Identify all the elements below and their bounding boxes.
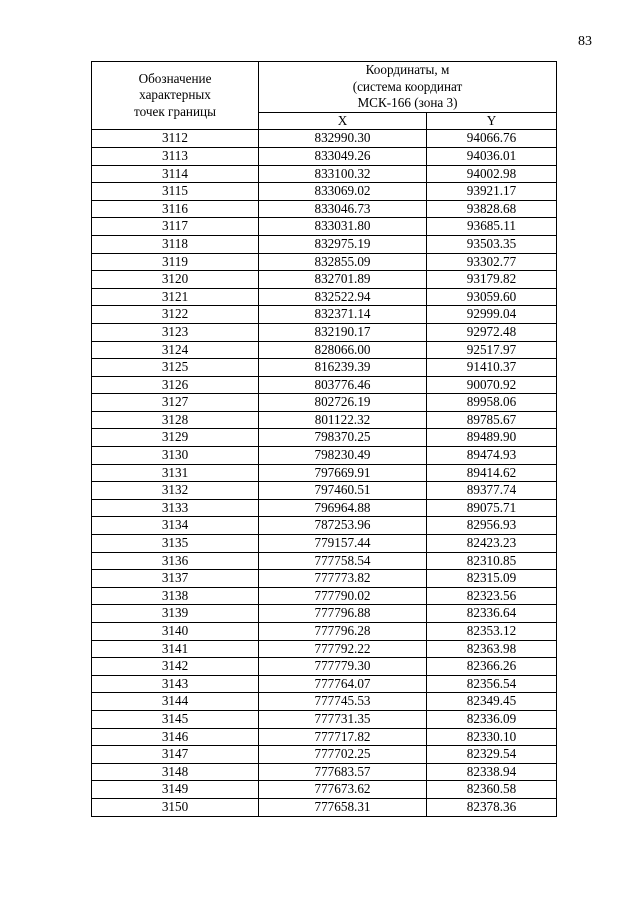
y-cell: 90070.92 xyxy=(427,376,557,394)
x-cell: 816239.39 xyxy=(259,359,427,377)
point-cell: 3135 xyxy=(92,535,259,553)
table-row xyxy=(92,640,557,658)
x-cell: 803776.46 xyxy=(259,376,427,394)
point-cell: 3121 xyxy=(92,288,259,306)
x-cell: 777702.25 xyxy=(259,746,427,764)
point-cell: 3145 xyxy=(92,710,259,728)
table-row xyxy=(92,130,557,148)
table-row xyxy=(92,482,557,500)
y-cell: 82360.58 xyxy=(427,781,557,799)
point-cell: 3137 xyxy=(92,570,259,588)
table-row xyxy=(92,218,557,236)
point-cell: 3139 xyxy=(92,605,259,623)
table-row xyxy=(92,288,557,306)
table-row xyxy=(92,341,557,359)
point-cell: 3133 xyxy=(92,499,259,517)
y-cell: 91410.37 xyxy=(427,359,557,377)
y-cell: 93921.17 xyxy=(427,183,557,201)
y-cell: 82329.54 xyxy=(427,746,557,764)
point-cell: 3120 xyxy=(92,271,259,289)
x-cell: 798370.25 xyxy=(259,429,427,447)
header-point-line: точек границы xyxy=(134,103,216,119)
y-cell: 93685.11 xyxy=(427,218,557,236)
point-cell: 3114 xyxy=(92,165,259,183)
table-row xyxy=(92,394,557,412)
table-row xyxy=(92,499,557,517)
y-cell: 93503.35 xyxy=(427,235,557,253)
header-point-line: Обозначение xyxy=(138,70,212,86)
y-cell: 82353.12 xyxy=(427,623,557,641)
table-row xyxy=(92,570,557,588)
point-cell: 3128 xyxy=(92,411,259,429)
table-row xyxy=(92,271,557,289)
table-row xyxy=(92,763,557,781)
x-cell: 777683.57 xyxy=(259,763,427,781)
x-cell: 833031.80 xyxy=(259,218,427,236)
y-cell: 89075.71 xyxy=(427,499,557,517)
y-cell: 92972.48 xyxy=(427,323,557,341)
x-cell: 797460.51 xyxy=(259,482,427,500)
point-cell: 3148 xyxy=(92,763,259,781)
y-cell: 93179.82 xyxy=(427,271,557,289)
table-row xyxy=(92,623,557,641)
y-cell: 89489.90 xyxy=(427,429,557,447)
y-cell: 82956.93 xyxy=(427,517,557,535)
x-cell: 797669.91 xyxy=(259,464,427,482)
y-cell: 82366.26 xyxy=(427,658,557,676)
y-cell: 82423.23 xyxy=(427,535,557,553)
y-cell: 82323.56 xyxy=(427,587,557,605)
point-cell: 3113 xyxy=(92,147,259,165)
x-cell: 777773.82 xyxy=(259,570,427,588)
header-coordinates xyxy=(259,62,557,113)
x-cell: 777792.22 xyxy=(259,640,427,658)
coordinates-table xyxy=(91,61,557,817)
y-cell: 82378.36 xyxy=(427,798,557,816)
table-row xyxy=(92,447,557,465)
table-row xyxy=(92,781,557,799)
x-cell: 833069.02 xyxy=(259,183,427,201)
point-cell: 3118 xyxy=(92,235,259,253)
x-cell: 828066.00 xyxy=(259,341,427,359)
y-cell: 82330.10 xyxy=(427,728,557,746)
x-cell: 777745.53 xyxy=(259,693,427,711)
x-cell: 833049.26 xyxy=(259,147,427,165)
table-row xyxy=(92,183,557,201)
y-cell: 93828.68 xyxy=(427,200,557,218)
y-cell: 89958.06 xyxy=(427,394,557,412)
table-row xyxy=(92,200,557,218)
table-row xyxy=(92,605,557,623)
table-row xyxy=(92,165,557,183)
point-cell: 3116 xyxy=(92,200,259,218)
x-cell: 832701.89 xyxy=(259,271,427,289)
header-point-line: характерных xyxy=(139,87,211,103)
point-cell: 3144 xyxy=(92,693,259,711)
table-row xyxy=(92,235,557,253)
table-row xyxy=(92,693,557,711)
point-cell: 3117 xyxy=(92,218,259,236)
y-cell: 89785.67 xyxy=(427,411,557,429)
table-row xyxy=(92,464,557,482)
y-cell: 94066.76 xyxy=(427,130,557,148)
table-row xyxy=(92,306,557,324)
header-x: X xyxy=(259,112,427,130)
table-row xyxy=(92,147,557,165)
table-row xyxy=(92,798,557,816)
table-row xyxy=(92,710,557,728)
x-cell: 833100.32 xyxy=(259,165,427,183)
table-row xyxy=(92,376,557,394)
table-row xyxy=(92,253,557,271)
x-cell: 779157.44 xyxy=(259,535,427,553)
y-cell: 94036.01 xyxy=(427,147,557,165)
x-cell: 787253.96 xyxy=(259,517,427,535)
point-cell: 3115 xyxy=(92,183,259,201)
point-cell: 3130 xyxy=(92,447,259,465)
x-cell: 798230.49 xyxy=(259,447,427,465)
table-row xyxy=(92,411,557,429)
point-cell: 3136 xyxy=(92,552,259,570)
point-cell: 3134 xyxy=(92,517,259,535)
x-cell: 777779.30 xyxy=(259,658,427,676)
point-cell: 3125 xyxy=(92,359,259,377)
header-coords-line: (система координат xyxy=(352,78,463,94)
table-row xyxy=(92,359,557,377)
point-cell: 3112 xyxy=(92,130,259,148)
point-cell: 3138 xyxy=(92,587,259,605)
point-cell: 3149 xyxy=(92,781,259,799)
page-number: 83 xyxy=(578,34,592,49)
table-row xyxy=(92,552,557,570)
table-row xyxy=(92,658,557,676)
y-cell: 93302.77 xyxy=(427,253,557,271)
point-cell: 3126 xyxy=(92,376,259,394)
point-cell: 3129 xyxy=(92,429,259,447)
x-cell: 777717.82 xyxy=(259,728,427,746)
y-cell: 82363.98 xyxy=(427,640,557,658)
point-cell: 3127 xyxy=(92,394,259,412)
point-cell: 3131 xyxy=(92,464,259,482)
header-point-designation xyxy=(92,62,259,130)
table-row xyxy=(92,746,557,764)
header-coords-line: МСК-166 (зона 3) xyxy=(357,95,458,111)
x-cell: 796964.88 xyxy=(259,499,427,517)
y-cell: 92517.97 xyxy=(427,341,557,359)
x-cell: 777731.35 xyxy=(259,710,427,728)
y-cell: 82349.45 xyxy=(427,693,557,711)
point-cell: 3147 xyxy=(92,746,259,764)
y-cell: 93059.60 xyxy=(427,288,557,306)
x-cell: 777764.07 xyxy=(259,675,427,693)
table-row xyxy=(92,675,557,693)
point-cell: 3123 xyxy=(92,323,259,341)
x-cell: 777796.88 xyxy=(259,605,427,623)
x-cell: 832990.30 xyxy=(259,130,427,148)
y-cell: 82336.64 xyxy=(427,605,557,623)
point-cell: 3146 xyxy=(92,728,259,746)
table-row xyxy=(92,429,557,447)
x-cell: 832855.09 xyxy=(259,253,427,271)
table-body xyxy=(92,130,557,816)
x-cell: 833046.73 xyxy=(259,200,427,218)
x-cell: 832522.94 xyxy=(259,288,427,306)
point-cell: 3122 xyxy=(92,306,259,324)
x-cell: 777658.31 xyxy=(259,798,427,816)
point-cell: 3140 xyxy=(92,623,259,641)
table-row xyxy=(92,535,557,553)
y-cell: 94002.98 xyxy=(427,165,557,183)
y-cell: 92999.04 xyxy=(427,306,557,324)
y-cell: 82338.94 xyxy=(427,763,557,781)
x-cell: 777673.62 xyxy=(259,781,427,799)
table-header-row xyxy=(92,62,557,113)
point-cell: 3141 xyxy=(92,640,259,658)
y-cell: 82336.09 xyxy=(427,710,557,728)
y-cell: 82356.54 xyxy=(427,675,557,693)
table-row xyxy=(92,728,557,746)
x-cell: 801122.32 xyxy=(259,411,427,429)
point-cell: 3119 xyxy=(92,253,259,271)
x-cell: 777758.54 xyxy=(259,552,427,570)
x-cell: 777790.02 xyxy=(259,587,427,605)
x-cell: 802726.19 xyxy=(259,394,427,412)
point-cell: 3124 xyxy=(92,341,259,359)
table-row xyxy=(92,517,557,535)
y-cell: 82310.85 xyxy=(427,552,557,570)
point-cell: 3142 xyxy=(92,658,259,676)
header-coords-line: Координаты, м xyxy=(365,62,450,77)
x-cell: 777796.28 xyxy=(259,623,427,641)
table-row xyxy=(92,323,557,341)
y-cell: 89414.62 xyxy=(427,464,557,482)
y-cell: 89377.74 xyxy=(427,482,557,500)
point-cell: 3150 xyxy=(92,798,259,816)
header-y: Y xyxy=(427,112,557,130)
point-cell: 3143 xyxy=(92,675,259,693)
x-cell: 832190.17 xyxy=(259,323,427,341)
y-cell: 89474.93 xyxy=(427,447,557,465)
table-row xyxy=(92,587,557,605)
x-cell: 832975.19 xyxy=(259,235,427,253)
x-cell: 832371.14 xyxy=(259,306,427,324)
y-cell: 82315.09 xyxy=(427,570,557,588)
point-cell: 3132 xyxy=(92,482,259,500)
